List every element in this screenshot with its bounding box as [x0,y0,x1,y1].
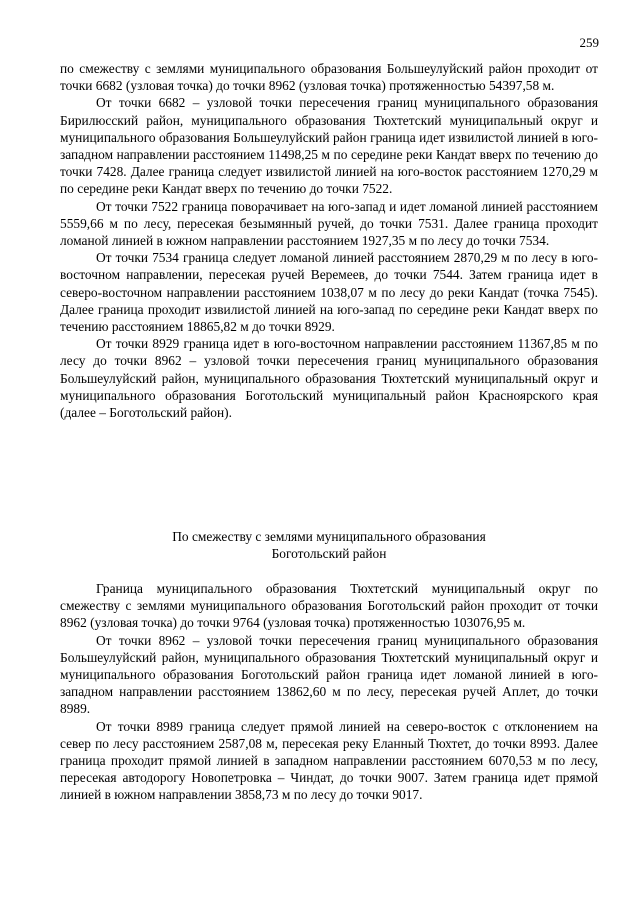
paragraph: От точки 7522 граница поворачивает на юго-запад и идет ломаной линией расстоянием 5559,66 м по лесу, пересекая безымянный ручей, до точки 7531. Далее граница проходит ломаной линией в южном направлении расстоянием 1927,35 м по лесу до точки 7534. [60,198,598,249]
section-heading [60,528,598,562]
page-number: 259 [579,35,599,50]
heading-line-1: По смежеству с землями муниципального образования [172,529,486,544]
paragraph: От точки 7534 граница следует ломаной линией расстоянием 2870,29 м по лесу в юго-восточном направлении, пересекая ручей Веремеев, до точки 7544. Затем граница идет в северо-восточном направлении расстоянием 1038,07 м по лесу до реки Кандат (точка 7545). Далее граница проходит извилистой линией на юго-запад по середине реки Кандат вверх по течению расстоянием 18865,82 м до точки 8929. [60,250,598,335]
paragraph: От точки 8929 граница идет в юго-восточном направлении расстоянием 11367,85 м по лесу до точки 8962 – узловой точки пересечения границ муниципального образования Большеулуйский район, муниципального образования Тюхтетский муниципальный округ и муниципального образования Боготольский муниципальный район Красноярского края (далее – Боготольский район). [60,336,598,421]
section-bogotolsky [60,580,598,804]
paragraph: От точки 8962 – узловой точки пересечения границ муниципального образования Большеулуйский район, муниципального образования Тюхтетский муниципальный округ и муниципального образования Боготольский район граница идет ломаной линией в юго-западном направлении расстоянием 13862,60 м по лесу, пересекая ручей Аплет, до точки 8989. [60,632,598,717]
paragraph: Граница муниципального образования Тюхтетский муниципальный округ по смежеству с землями муниципального образования Боготольский район проходит от точки 8962 (узловая точка) до точки 9764 (узловая точка) протяженностью 103076,95 м. [60,581,598,631]
section-bolsheuluisky [60,60,598,421]
paragraph: по смежеству с землями муниципального образования Большеулуйский район проходит от точки 6682 (узловая точка) до точки 8962 (узловая точка) протяженностью 54397,58 м. [60,61,598,94]
heading-line-2: Боготольский район [271,546,387,562]
paragraph: От точки 8989 граница следует прямой линией на северо-восток с отклонением на север по лесу расстоянием 2587,08 м, пересекая реку Еланный Тюхтет, до точки 8993. Далее граница проходит прямой линией в западном направлении расстоянием 6070,53 м по лесу, пересекая автодорогу Новопетровка – Чиндат, до точки 9007. Затем граница идет прямой линией в южном направлении 3858,73 м по лесу до точки 9017. [60,718,598,803]
paragraph: От точки 6682 – узловой точки пересечения границ муниципального образования Бирилюсский район, муниципального образования Тюхтетский муниципальный округ и муниципального образования Большеулуйский район граница идет извилистой линией в юго-западном направлении расстоянием 11498,25 м по середине реки Кандат вверх по течению до точки 7428. Далее граница следует извилистой линией на юго-восток расстоянием 1270,29 м по середине реки Кандат вверх по течению до точки 7522. [60,95,598,197]
